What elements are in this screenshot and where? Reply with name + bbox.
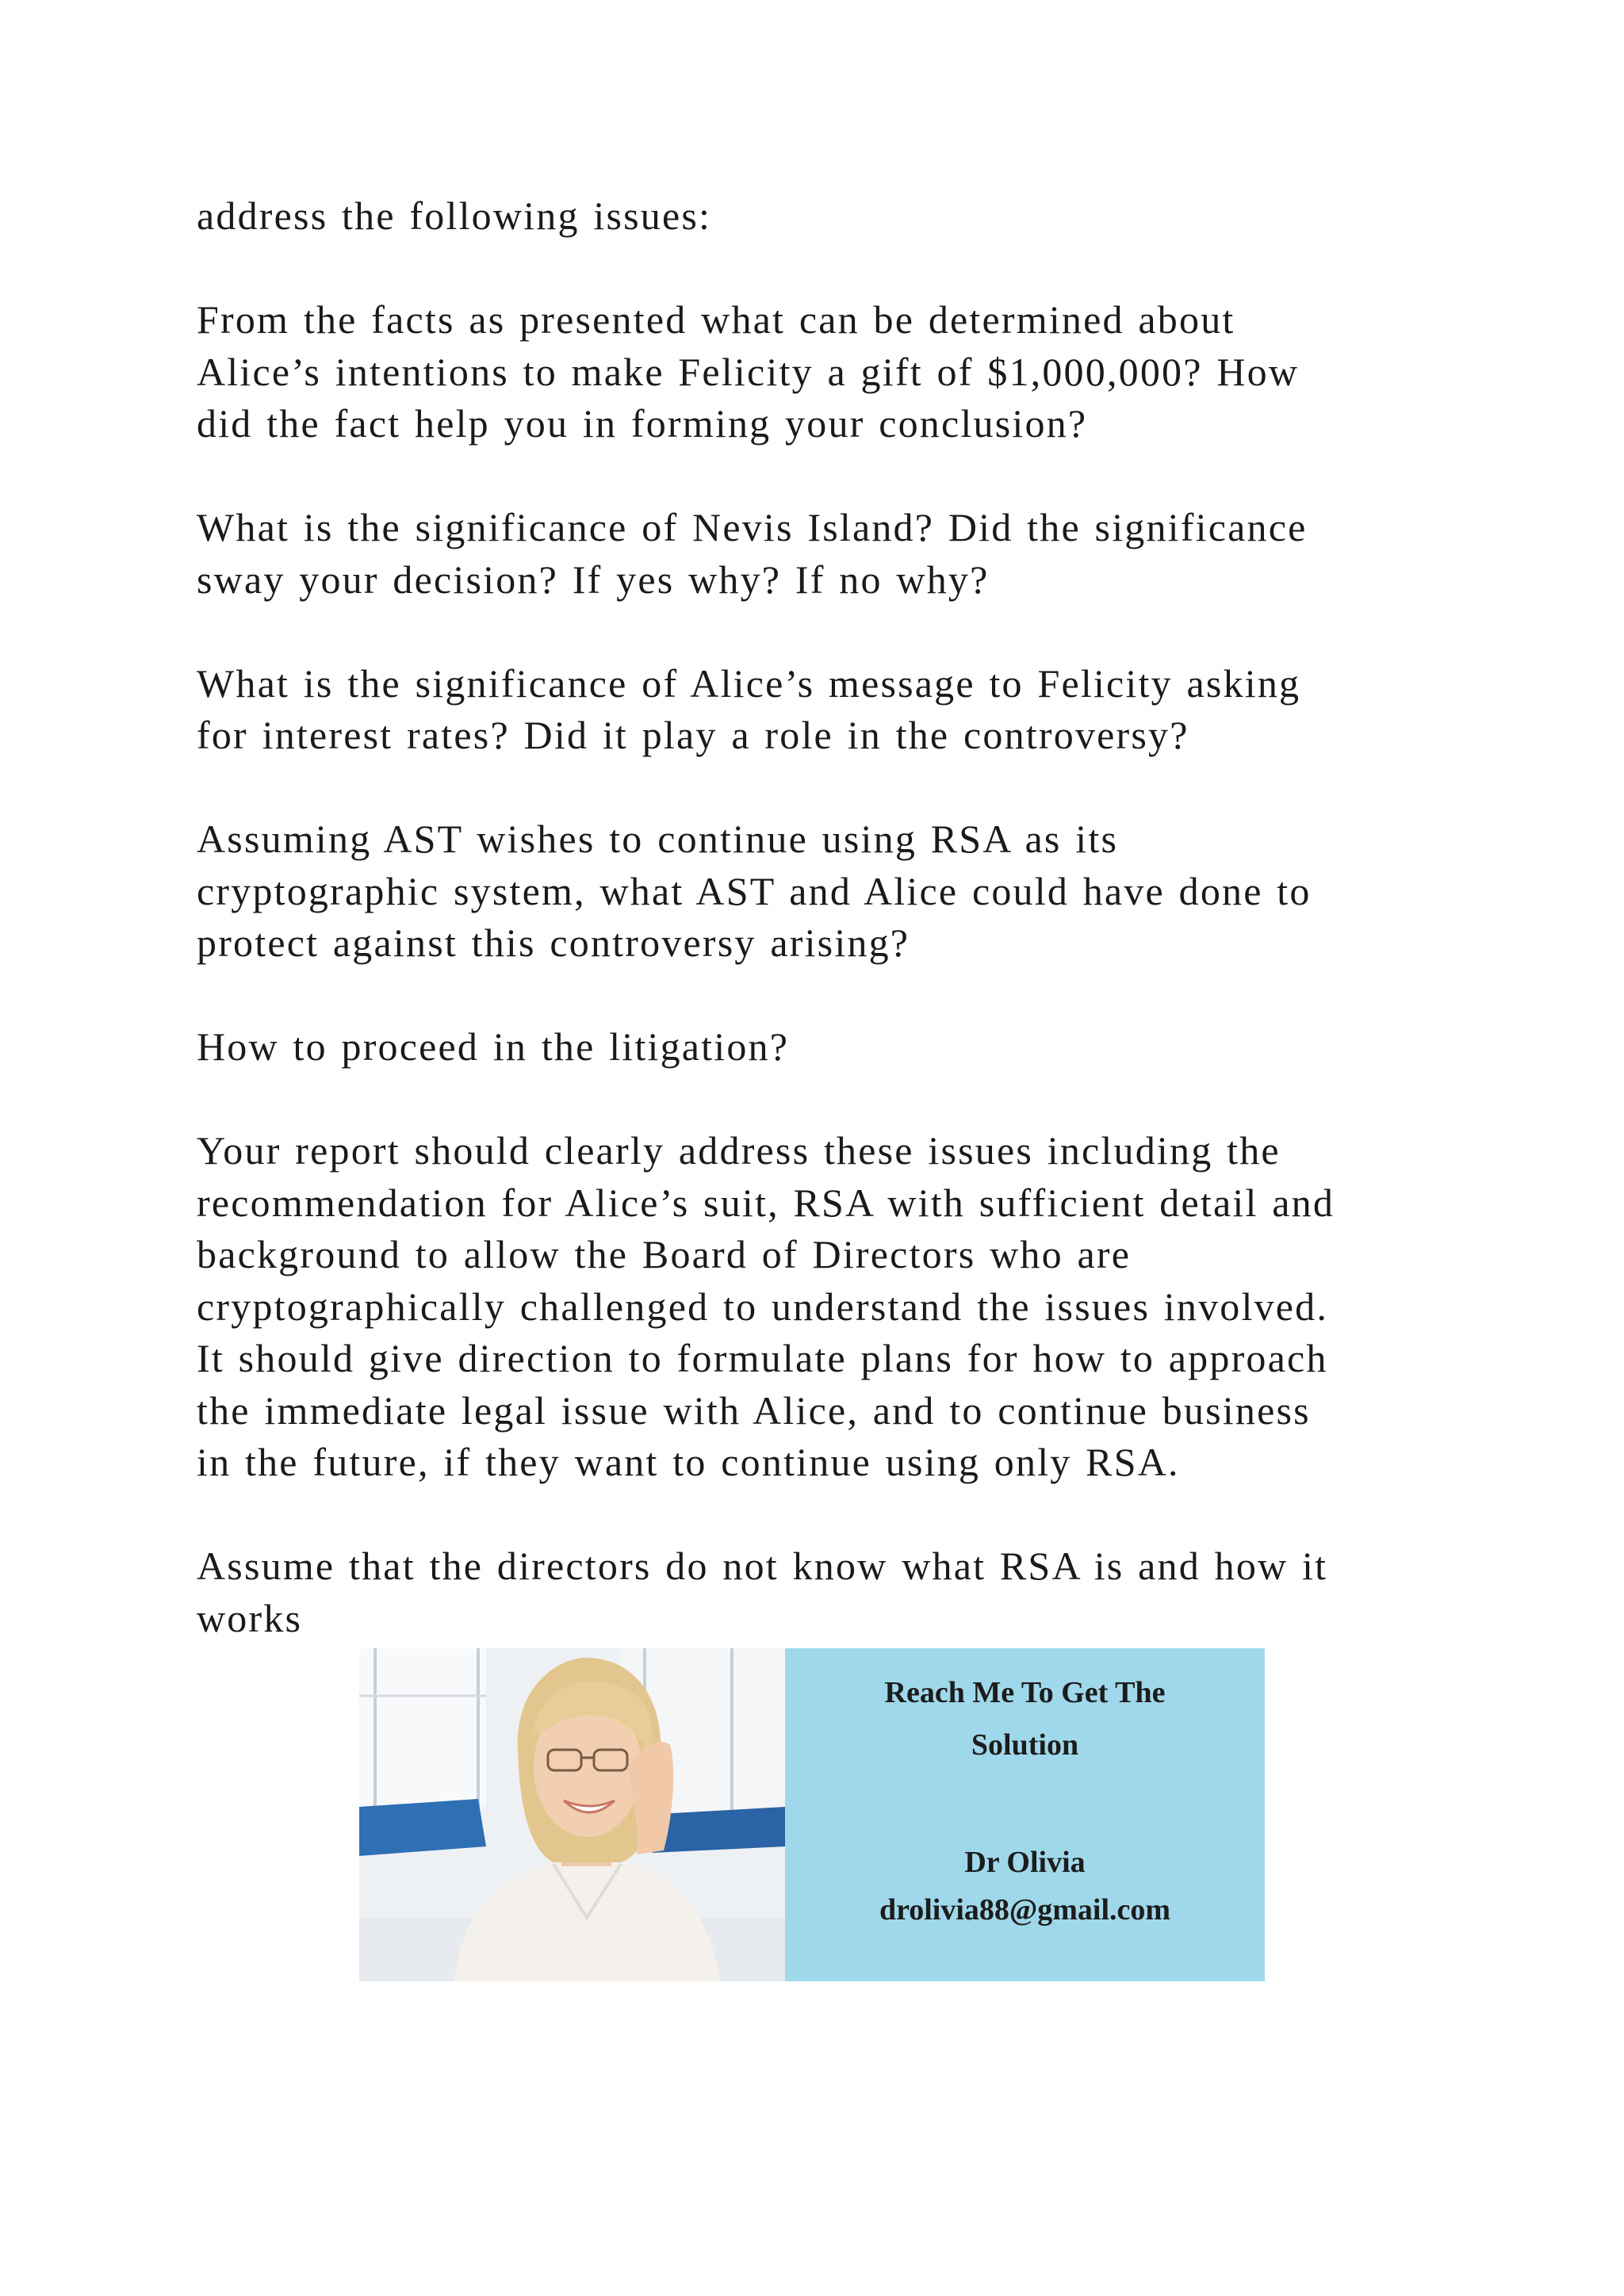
contact-ad-banner <box>359 1648 1265 1981</box>
paragraph-assumption: Assume that the directors do not know what RSA is and how it works <box>197 1544 1328 1640</box>
contact-email: drolivia88@gmail.com <box>879 1893 1171 1927</box>
document-body <box>197 190 1465 1644</box>
paragraph-intro: address the following issues: <box>197 193 712 238</box>
paragraph-question-litigation: How to proceed in the litigation? <box>197 1024 790 1069</box>
contact-info-panel <box>785 1648 1265 1981</box>
ad-heading-line-1: Reach Me To Get The <box>884 1676 1166 1709</box>
paragraph-question-gift-intention: From the facts as presented what can be determined about Alice’s intentions to make Felicity a gift of $1,000,000? How did the fact help you in forming your conclusion? <box>197 297 1300 446</box>
paragraph-question-nevis-island: What is the significance of Nevis Island? Did the significance sway your decision? If yes why? If no why? <box>197 505 1308 602</box>
paragraph-question-interest-rates: What is the significance of Alice’s message to Felicity asking for interest rates? Did it play a role in the controversy? <box>197 660 1301 757</box>
paragraph-question-rsa-protection: Assuming AST wishes to continue using RSA as its cryptographic system, what AST and Alice could have done to protect against this controversy arising? <box>197 817 1312 965</box>
woman-portrait-image <box>359 1648 785 1981</box>
contact-name: Dr Olivia <box>964 1846 1086 1879</box>
ad-heading-line-2: Solution <box>971 1728 1079 1762</box>
paragraph-report-requirements: Your report should clearly address these issues including the recommendation for Alice’s suit, RSA with sufficient detail and background to allow the Board of Directors who are cryptographically challenged to understand the issues involved. It should give direction to formulate plans for how to approach the immediate legal issue with Alice, and to continue business in the future, if they want to continue using only RSA. <box>197 1128 1335 1484</box>
